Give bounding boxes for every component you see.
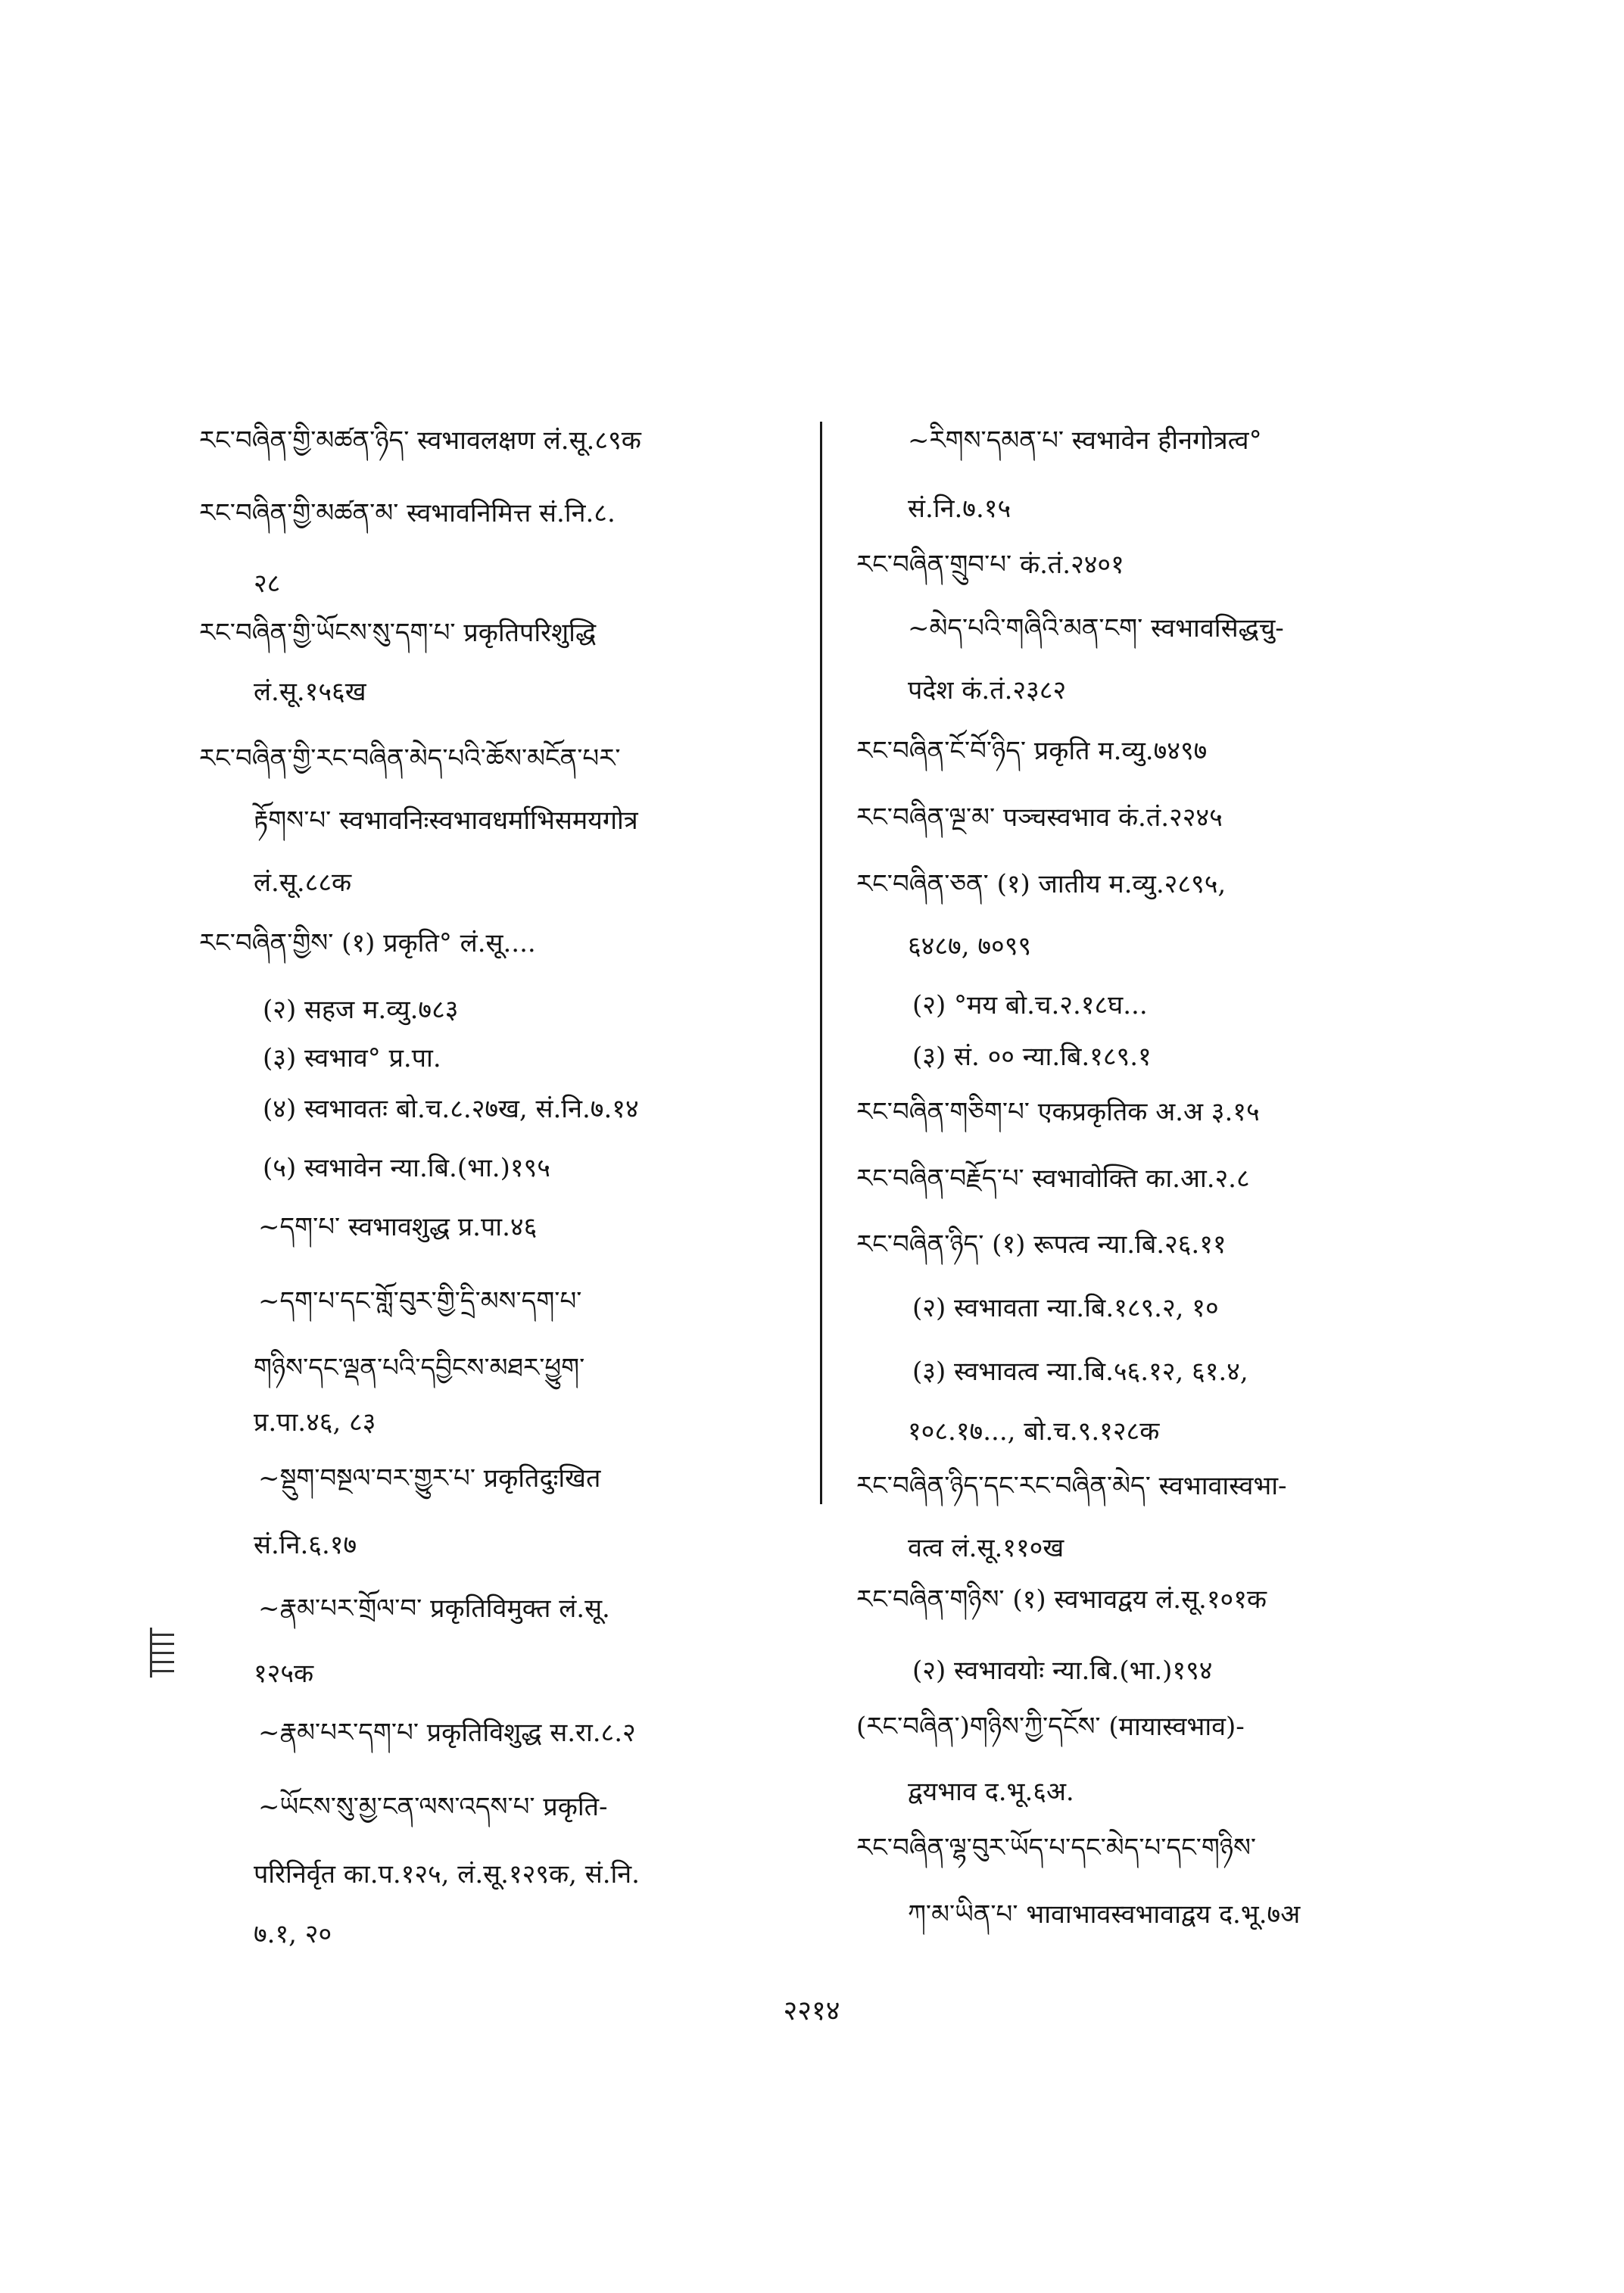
dictionary-entry-line: ६४८७, ७०९९ <box>908 931 1032 961</box>
dictionary-entry-line: རང་བཞིན་བརྗོད་པ་ स्वभावोक्ति का.आ.२.८ <box>856 1164 1250 1194</box>
dictionary-entry-line: རང་བཞིན་ཉིད་ (१) रूपत्व न्या.बि.२६.११ <box>856 1229 1227 1260</box>
page-number: २२१४ <box>783 1995 840 2027</box>
dictionary-entry-line: द्वयभाव द.भू.६अ. <box>908 1777 1074 1807</box>
dictionary-entry-line: १०८.१७..., बो.च.९.१२८क <box>908 1416 1160 1447</box>
dictionary-entry-line: རྟོགས་པ་ स्वभावनिःस्वभावधर्माभिसमयगोत्र <box>254 805 638 836</box>
dictionary-entry-line: ~རིགས་དམན་པ་ स्वभावेन हीनगोत्रत्व° <box>908 425 1262 456</box>
dictionary-entry-line: (२) सहज म.व्यु.७८३ <box>263 995 459 1025</box>
dictionary-entry-line: ७.१, २० <box>254 1919 332 1949</box>
dictionary-entry-line: རང་བཞིན་ངོ་བོ་ཉིད་ प्रकृति म.व्यु.७४९७ <box>856 736 1208 766</box>
dictionary-entry-line: རང་བཞིན་ལྔ་མ་ पञ्चस्वभाव कं.तं.२२४५ <box>856 802 1223 833</box>
dictionary-entry-line: རང་བཞིན་ཉིད་དང་རང་བཞིན་མེད་ स्वभावास्वभा- <box>856 1471 1287 1501</box>
dictionary-entry-line: ~རྣམ་པར་གྲོལ་བ་ प्रकृतिविमुक्त लं.सू. <box>258 1594 610 1624</box>
dictionary-entry-line: རང་བཞིན་གྱི་རང་བཞིན་མེད་པའི་ཆོས་མངོན་པར་ <box>199 743 621 774</box>
dictionary-entry-line: རང་བཞིན་གྱི་མཚན་ཉིད་ स्वभावलक्षण लं.सू.८९क <box>199 425 641 456</box>
dictionary-entry-line: लं.सू.८८क <box>254 868 352 898</box>
dictionary-entry-line: ~མེད་པའི་གཞིའི་མན་ངག་ स्वभावसिद्धचु- <box>908 613 1284 643</box>
column-divider <box>820 422 822 1504</box>
dictionary-entry-line: (རང་བཞིན་)གཉིས་ཀྱི་དངོས་ (मायास्वभाव)- <box>856 1712 1245 1742</box>
dictionary-entry-line: सं.नि.७.१५ <box>908 494 1011 524</box>
dictionary-entry-line: (३) स्वभावत्व न्या.बि.५६.१२, ६१.४, <box>912 1357 1248 1387</box>
dictionary-entry-line: (२) °मय बो.च.२.१८घ... <box>912 990 1148 1020</box>
dictionary-entry-line: १२५क <box>254 1659 314 1689</box>
dictionary-entry-line: (३) स्वभाव° प्र.पा. <box>263 1043 441 1073</box>
dictionary-entry-line: ~དག་པ་ स्वभावशुद्ध प्र.पा.४६ <box>258 1212 538 1242</box>
dictionary-entry-line: लं.सू.१५६ख <box>254 677 366 707</box>
dictionary-entry-line: རང་བཞིན་གྱི་མཚན་མ་ स्वभावनिमित्त सं.नि.८. <box>199 498 616 528</box>
dictionary-entry-line: (३) सं. ०० न्या.बि.१८९.१ <box>912 1042 1152 1072</box>
dictionary-entry-line: ~སྡུག་བསྔལ་བར་གྱུར་པ་ प्रकृतिदुःखित <box>258 1463 601 1494</box>
dictionary-entry-line: पदेश कं.तं.२३८२ <box>908 675 1067 706</box>
dictionary-entry-line: ~ཡོངས་སུ་མྱ་ངན་ལས་འདས་པ་ प्रकृति- <box>258 1792 608 1822</box>
dictionary-entry-line: རང་བཞིན་གྱིས་ (१) प्रकृति° लं.सू.... <box>199 928 536 958</box>
dictionary-entry-line: २८ <box>254 569 281 599</box>
dictionary-entry-line: वत्व लं.सू.११०ख <box>908 1533 1064 1563</box>
dictionary-entry-line: རང་བཞིན་གྲུབ་པ་ कं.तं.२४०१ <box>856 550 1124 580</box>
dictionary-entry-line: (२) स्वभावता न्या.बि.१८९.२, १० <box>912 1293 1219 1323</box>
dictionary-entry-line: प्र.पा.४६, ८३ <box>254 1407 376 1438</box>
dictionary-entry-line: རང་བཞིན་གཉིས་ (१) स्वभावद्वय लं.सू.१०१क <box>856 1584 1267 1615</box>
dictionary-entry-line: གཉིས་དང་ལྡན་པའི་དབྱིངས་མཐར་ཕྱུག་ <box>254 1353 585 1383</box>
dictionary-entry-line: རང་བཞིན་ལྷ་བུར་ཡོད་པ་དང་མེད་པ་དང་གཉིས་ <box>856 1833 1257 1863</box>
dictionary-entry-line: རང་བཞིན་གྱི་ཡོངས་སུ་དག་པ་ प्रकृतिपरिशुद्धि <box>199 618 597 648</box>
dictionary-entry-line: (५) स्वभावेन न्या.बि.(भा.)१९५ <box>263 1153 550 1183</box>
margin-mark <box>150 1628 174 1678</box>
left-column <box>199 0 809 2293</box>
dictionary-entry-line: ~དག་པ་དང་གློ་བུར་གྱི་དྲི་མས་དག་པ་ <box>258 1286 582 1316</box>
dictionary-entry-line: ~རྣམ་པར་དག་པ་ प्रकृतिविशुद्ध स.रा.८.२ <box>258 1718 636 1748</box>
right-column <box>856 0 1523 2293</box>
dictionary-entry-line: परिनिर्वृत का.प.१२५, लं.सू.१२९क, सं.नि. <box>254 1859 640 1890</box>
dictionary-entry-line: (४) स्वभावतः बो.च.८.२७ख, सं.नि.७.१४ <box>263 1094 639 1124</box>
dictionary-entry-line: (२) स्वभावयोः न्या.बि.(भा.)१९४ <box>912 1656 1213 1686</box>
dictionary-entry-line: सं.नि.६.१७ <box>254 1530 357 1560</box>
dictionary-entry-line: རང་བཞིན་གཅིག་པ་ एकप्रकृतिक अ.अ ३.१५ <box>856 1097 1260 1127</box>
dictionary-entry-line: རང་བཞིན་ཅན་ (१) जातीय म.व्यु.२८९५, <box>856 869 1227 899</box>
dictionary-entry-line: ཀ་མ་ཡིན་པ་ भावाभावस्वभावाद्वय द.भू.७अ <box>908 1899 1301 1930</box>
